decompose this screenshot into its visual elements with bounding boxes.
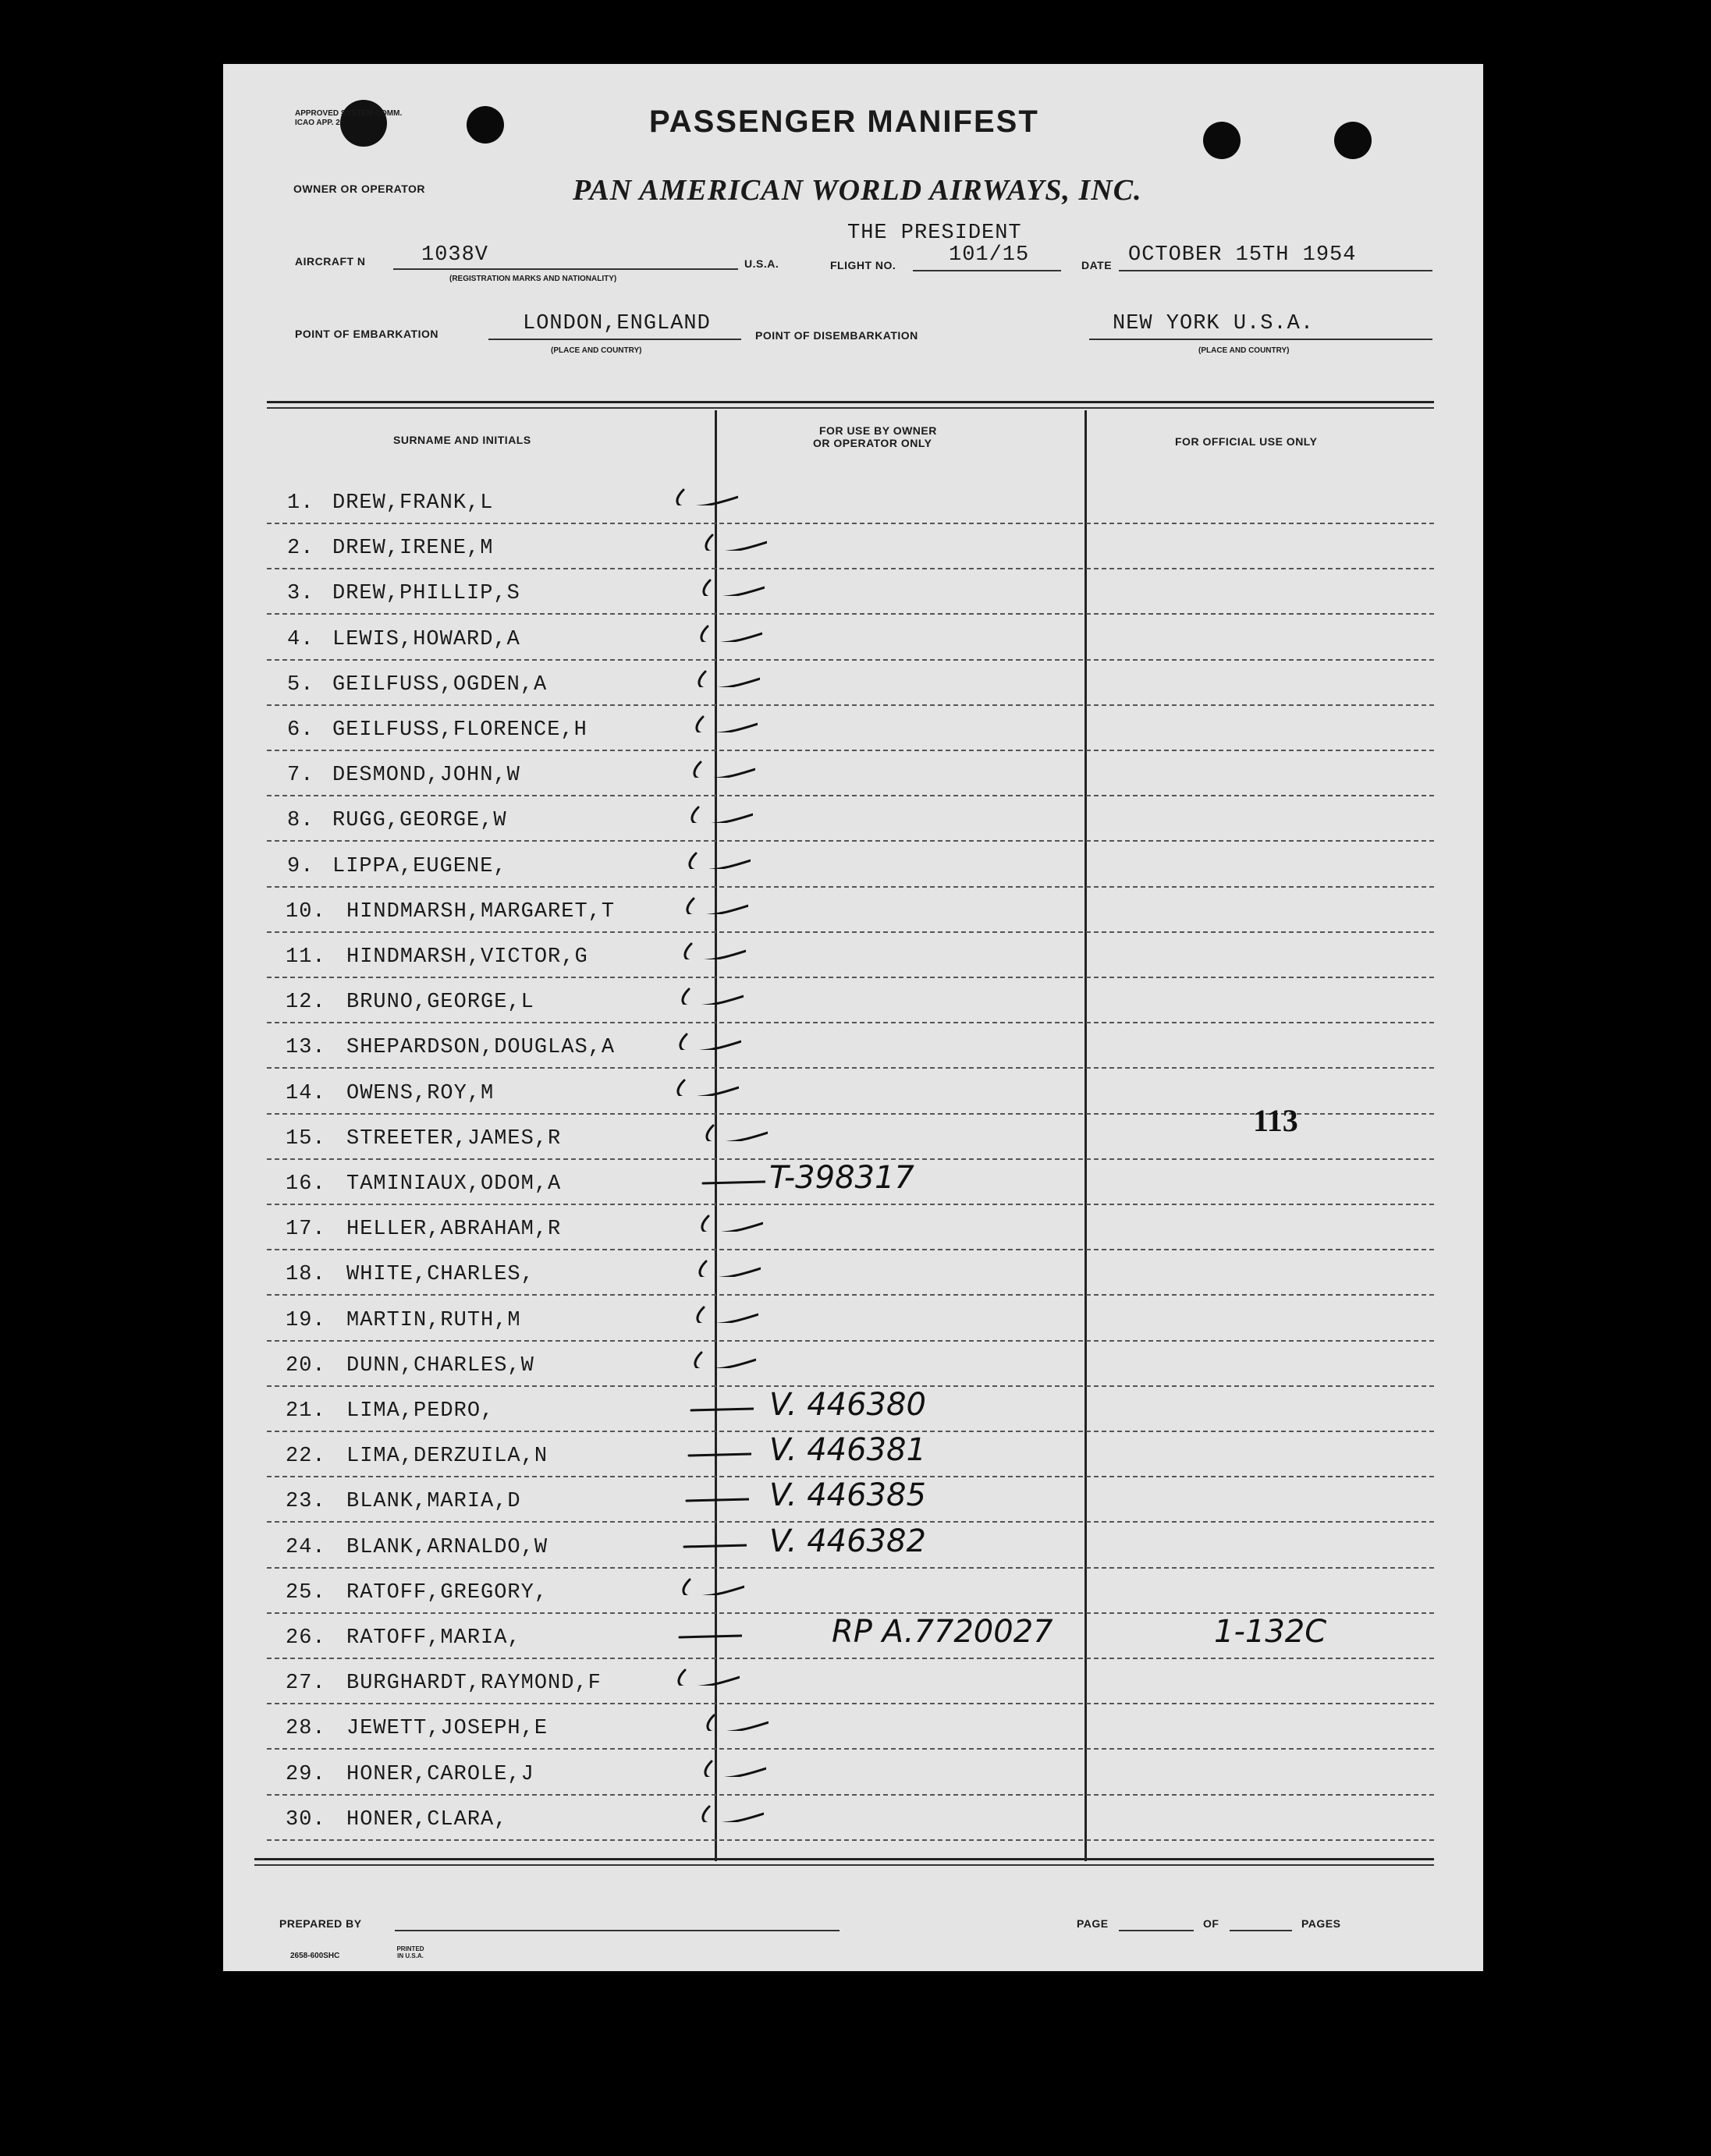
prepared-by-line bbox=[395, 1930, 840, 1931]
date-underline bbox=[1119, 270, 1432, 271]
passenger-name: TAMINIAUX,ODOM,A bbox=[346, 1172, 562, 1196]
flight-label: FLIGHT NO. bbox=[830, 259, 896, 271]
passenger-name: SHEPARDSON,DOUGLAS,A bbox=[346, 1036, 616, 1060]
passenger-name: MARTIN,RUTH,M bbox=[346, 1308, 521, 1332]
passenger-name: HINDMARSH,VICTOR,G bbox=[346, 945, 588, 969]
of-line bbox=[1230, 1930, 1292, 1931]
checkmark-icon bbox=[674, 1575, 744, 1595]
table-row bbox=[223, 712, 1483, 757]
table-top-rule bbox=[267, 401, 1434, 403]
passenger-name: OWENS,ROY,M bbox=[346, 1081, 495, 1105]
passenger-name: RUGG,GEORGE,W bbox=[332, 809, 507, 833]
checkmark-icon bbox=[692, 622, 762, 642]
passenger-name: BRUNO,GEORGE,L bbox=[346, 991, 534, 1015]
passenger-name: RATOFF,MARIA, bbox=[346, 1626, 521, 1650]
table-row bbox=[223, 849, 1483, 894]
passenger-number: 5. bbox=[287, 672, 314, 697]
passenger-name: BLANK,MARIA,D bbox=[346, 1490, 521, 1514]
passenger-number: 8. bbox=[287, 809, 314, 833]
disembarkation-underline bbox=[1089, 339, 1432, 340]
passenger-number: 25. bbox=[286, 1580, 326, 1605]
owner-annotation: V. 446385 bbox=[769, 1477, 926, 1514]
form-number: 2658-600SHC bbox=[290, 1952, 340, 1960]
checkmark-icon bbox=[687, 712, 758, 732]
passenger-name: BURGHARDT,RAYMOND,F bbox=[346, 1672, 602, 1696]
checkmark-icon bbox=[693, 1211, 763, 1232]
passenger-number: 2. bbox=[287, 537, 314, 561]
embarkation-value: LONDON,ENGLAND bbox=[523, 312, 711, 335]
checkmark-icon bbox=[679, 1484, 749, 1504]
passenger-number: 19. bbox=[286, 1308, 326, 1332]
owner-annotation: RP A.7720027 bbox=[832, 1614, 1053, 1650]
pages-label: PAGES bbox=[1301, 1917, 1341, 1930]
passenger-name: DESMOND,JOHN,W bbox=[332, 764, 520, 788]
punch-hole-right-2 bbox=[1334, 122, 1372, 159]
disembarkation-value: NEW YORK U.S.A. bbox=[1113, 312, 1315, 335]
table-row bbox=[223, 530, 1483, 576]
checkmark-icon bbox=[678, 894, 748, 914]
printed-in-usa: PRINTED IN U.S.A. bbox=[396, 1945, 424, 1959]
owner-label: OWNER OR OPERATOR bbox=[293, 183, 425, 195]
checkmark-icon bbox=[676, 939, 746, 959]
table-bottom-rule bbox=[254, 1858, 1434, 1860]
punch-hole-left bbox=[467, 106, 504, 144]
table-row bbox=[223, 667, 1483, 712]
date-label: DATE bbox=[1081, 259, 1113, 271]
passenger-number: 14. bbox=[286, 1081, 326, 1105]
official-annotation: 113 bbox=[1253, 1102, 1298, 1138]
table-row bbox=[223, 757, 1483, 803]
embark-place-caption: (PLACE AND COUNTRY) bbox=[551, 346, 642, 355]
table-row bbox=[223, 1211, 1483, 1257]
checkmark-icon bbox=[686, 1348, 756, 1368]
passenger-number: 4. bbox=[287, 627, 314, 651]
passenger-number: 26. bbox=[286, 1626, 326, 1650]
table-row bbox=[223, 1614, 1483, 1665]
table-row bbox=[223, 1303, 1483, 1348]
passenger-name: HONER,CAROLE,J bbox=[346, 1762, 534, 1786]
passenger-number: 3. bbox=[287, 582, 314, 606]
passenger-number: 17. bbox=[286, 1218, 326, 1242]
manifest-date: OCTOBER 15TH 1954 bbox=[1128, 243, 1357, 267]
passenger-name: DREW,PHILLIP,S bbox=[332, 582, 520, 606]
passenger-number: 13. bbox=[286, 1036, 326, 1060]
table-row bbox=[223, 984, 1483, 1030]
official-annotation: 1-132C bbox=[1214, 1614, 1327, 1650]
passenger-number: 16. bbox=[286, 1172, 326, 1196]
disembarkation-label: POINT OF DISEMBARKATION bbox=[755, 329, 918, 342]
checkmark-icon bbox=[671, 1030, 741, 1050]
table-top-rule-2 bbox=[267, 407, 1434, 409]
passenger-name: HONER,CLARA, bbox=[346, 1807, 508, 1832]
passenger-name: DREW,FRANK,L bbox=[332, 491, 494, 515]
checkmark-icon bbox=[681, 1438, 751, 1459]
manifest-sheet bbox=[223, 64, 1483, 1971]
checkmark-icon bbox=[673, 984, 744, 1005]
col-header-owner-1: FOR USE BY OWNER bbox=[819, 424, 937, 437]
checkmark-icon bbox=[683, 1393, 754, 1413]
passenger-number: 7. bbox=[287, 764, 314, 788]
passenger-number: 27. bbox=[286, 1672, 326, 1696]
checkmark-icon bbox=[690, 667, 760, 687]
page-line bbox=[1119, 1930, 1194, 1931]
passenger-number: 28. bbox=[286, 1717, 326, 1741]
disembark-place-caption: (PLACE AND COUNTRY) bbox=[1198, 346, 1290, 355]
checkmark-icon bbox=[685, 757, 755, 778]
checkmark-icon bbox=[698, 1121, 768, 1141]
passenger-number: 10. bbox=[286, 899, 326, 924]
passenger-number: 22. bbox=[286, 1445, 326, 1469]
passenger-name: STREETER,JAMES,R bbox=[346, 1126, 562, 1151]
col-header-owner-2: OR OPERATOR ONLY bbox=[813, 437, 932, 449]
airline-name: PAN AMERICAN WORLD AIRWAYS, INC. bbox=[573, 174, 1142, 207]
owner-annotation: V. 446380 bbox=[769, 1387, 926, 1423]
page-label: PAGE bbox=[1077, 1917, 1109, 1930]
col-header-surname: SURNAME AND INITIALS bbox=[393, 434, 531, 446]
passenger-number: 6. bbox=[287, 718, 314, 742]
passenger-number: 20. bbox=[286, 1353, 326, 1378]
table-row bbox=[223, 485, 1483, 530]
aircraft-underline bbox=[393, 268, 738, 270]
passenger-name: LEWIS,HOWARD,A bbox=[332, 627, 520, 651]
checkmark-icon bbox=[669, 1665, 740, 1686]
table-row bbox=[223, 894, 1483, 939]
checkmark-icon bbox=[680, 849, 751, 869]
checkmark-icon bbox=[695, 1166, 765, 1186]
flight-number: 101/15 bbox=[949, 243, 1030, 267]
checkmark-icon bbox=[696, 1757, 766, 1777]
table-row bbox=[223, 576, 1483, 621]
punch-hole-right-1 bbox=[1203, 122, 1241, 159]
aircraft-label: AIRCRAFT N bbox=[295, 255, 366, 268]
table-row bbox=[223, 622, 1483, 667]
embarkation-label: POINT OF EMBARKATION bbox=[295, 328, 438, 340]
passenger-name: GEILFUSS,OGDEN,A bbox=[332, 672, 548, 697]
passenger-name: WHITE,CHARLES, bbox=[346, 1263, 534, 1287]
registration-caption: (REGISTRATION MARKS AND NATIONALITY) bbox=[449, 275, 617, 283]
flight-underline bbox=[913, 270, 1061, 271]
table-row bbox=[223, 1802, 1483, 1847]
passenger-number: 30. bbox=[286, 1807, 326, 1832]
owner-annotation: V. 446381 bbox=[769, 1432, 926, 1469]
form-title: PASSENGER MANIFEST bbox=[649, 105, 1039, 139]
table-row bbox=[223, 1665, 1483, 1711]
flight-name: THE PRESIDENT bbox=[847, 222, 1022, 245]
passenger-name: DUNN,CHARLES,W bbox=[346, 1353, 534, 1378]
checkmark-icon bbox=[697, 530, 767, 551]
passenger-name: HINDMARSH,MARGARET,T bbox=[346, 899, 616, 924]
checkmark-icon bbox=[669, 1076, 739, 1096]
table-row bbox=[223, 1257, 1483, 1302]
of-label: OF bbox=[1203, 1917, 1219, 1930]
owner-annotation: V. 446382 bbox=[769, 1523, 926, 1559]
table-row bbox=[223, 939, 1483, 984]
passenger-number: 11. bbox=[286, 945, 326, 969]
passenger-number: 1. bbox=[287, 491, 314, 515]
passenger-name: LIPPA,EUGENE, bbox=[332, 854, 507, 878]
checkmark-icon bbox=[683, 803, 753, 823]
passenger-name: JEWETT,JOSEPH,E bbox=[346, 1717, 548, 1741]
table-row bbox=[223, 1160, 1483, 1211]
table-row bbox=[223, 803, 1483, 848]
passenger-name: LIMA,PEDRO, bbox=[346, 1399, 495, 1423]
passenger-number: 12. bbox=[286, 991, 326, 1015]
passenger-name: RATOFF,GREGORY, bbox=[346, 1580, 548, 1605]
aircraft-number: 1038V bbox=[421, 243, 489, 267]
checkmark-icon bbox=[676, 1530, 747, 1550]
passenger-name: DREW,IRENE,M bbox=[332, 537, 494, 561]
passenger-number: 18. bbox=[286, 1263, 326, 1287]
table-row bbox=[223, 1523, 1483, 1575]
passenger-name: GEILFUSS,FLORENCE,H bbox=[332, 718, 587, 742]
approval-stamp: APPROVED SYSTEM COMM. ICAO APP. 2 bbox=[295, 109, 403, 127]
checkmark-icon bbox=[688, 1303, 758, 1323]
owner-annotation: T-398317 bbox=[769, 1160, 914, 1196]
checkmark-icon bbox=[668, 485, 738, 505]
passenger-number: 21. bbox=[286, 1399, 326, 1423]
usa-label: U.S.A. bbox=[744, 257, 779, 270]
passenger-number: 23. bbox=[286, 1490, 326, 1514]
checkmark-icon bbox=[694, 576, 765, 596]
checkmark-icon bbox=[698, 1711, 769, 1731]
embarkation-underline bbox=[488, 339, 741, 340]
passenger-name: LIMA,DERZUILA,N bbox=[346, 1445, 548, 1469]
table-row bbox=[223, 1757, 1483, 1802]
passenger-number: 15. bbox=[286, 1126, 326, 1151]
checkmark-icon bbox=[672, 1620, 742, 1640]
checkmark-icon bbox=[690, 1257, 761, 1277]
col-header-official: FOR OFFICIAL USE ONLY bbox=[1175, 435, 1318, 448]
prepared-by-label: PREPARED BY bbox=[279, 1917, 362, 1930]
passenger-number: 9. bbox=[287, 854, 314, 878]
passenger-number: 24. bbox=[286, 1535, 326, 1559]
checkmark-icon bbox=[694, 1802, 764, 1822]
passenger-name: HELLER,ABRAHAM,R bbox=[346, 1218, 562, 1242]
passenger-name: BLANK,ARNALDO,W bbox=[346, 1535, 548, 1559]
table-row bbox=[223, 1030, 1483, 1075]
passenger-number: 29. bbox=[286, 1762, 326, 1786]
table-row bbox=[223, 1711, 1483, 1756]
table-bottom-rule-2 bbox=[254, 1864, 1434, 1866]
